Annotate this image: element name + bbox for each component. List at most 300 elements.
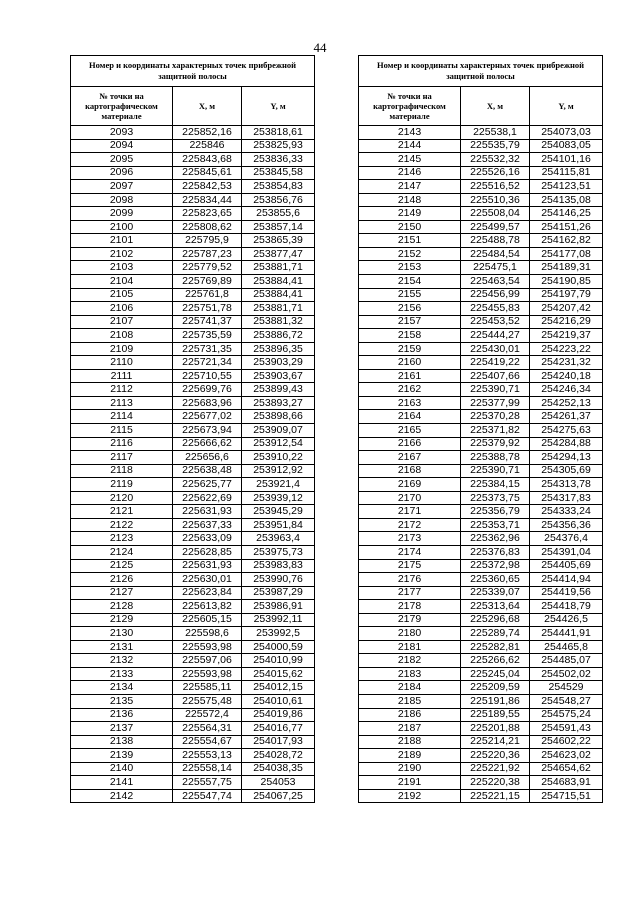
x-coordinate-cell: 225779,52 [173, 261, 242, 275]
y-coordinate-cell: 253836,33 [242, 153, 315, 167]
point-number-cell: 2167 [359, 451, 461, 465]
y-coordinate-cell: 254418,79 [530, 600, 603, 614]
point-number-cell: 2148 [359, 193, 461, 207]
x-coordinate-cell: 225189,55 [461, 708, 530, 722]
table-row [71, 329, 315, 343]
point-number-cell: 2125 [71, 559, 173, 573]
x-coordinate-cell: 225377,99 [461, 396, 530, 410]
point-number-cell: 2141 [71, 776, 173, 790]
table-row [359, 275, 603, 289]
y-coordinate-cell: 253881,32 [242, 315, 315, 329]
x-coordinate-cell: 225710,55 [173, 369, 242, 383]
point-number-cell: 2158 [359, 329, 461, 343]
table-row [71, 694, 315, 708]
point-number-cell: 2123 [71, 532, 173, 546]
y-coordinate-cell: 253881,71 [242, 302, 315, 316]
point-number-cell: 2113 [71, 396, 173, 410]
x-coordinate-cell: 225488,78 [461, 234, 530, 248]
y-coordinate-cell: 254123,51 [530, 180, 603, 194]
y-coordinate-cell: 254038,35 [242, 762, 315, 776]
x-coordinate-cell: 225683,96 [173, 396, 242, 410]
table-row [359, 329, 603, 343]
y-coordinate-cell: 254591,43 [530, 722, 603, 736]
point-number-cell: 2119 [71, 478, 173, 492]
point-number-cell: 2192 [359, 789, 461, 803]
table-row [71, 722, 315, 736]
point-number-cell: 2132 [71, 654, 173, 668]
table-row [359, 207, 603, 221]
table-row [359, 288, 603, 302]
table-row [359, 789, 603, 803]
table-row [71, 220, 315, 234]
point-number-cell: 2160 [359, 356, 461, 370]
y-coordinate-cell: 254053 [242, 776, 315, 790]
table-row [71, 207, 315, 221]
y-coordinate-cell: 254419,56 [530, 586, 603, 600]
point-number-cell: 2176 [359, 573, 461, 587]
point-number-cell: 2171 [359, 505, 461, 519]
point-number-cell: 2191 [359, 776, 461, 790]
table-row [359, 410, 603, 424]
x-coordinate-cell: 225769,89 [173, 275, 242, 289]
point-number-cell: 2103 [71, 261, 173, 275]
x-coordinate-cell: 225593,98 [173, 640, 242, 654]
point-number-cell: 2162 [359, 383, 461, 397]
x-coordinate-cell: 225407,66 [461, 369, 530, 383]
point-number-cell: 2118 [71, 464, 173, 478]
x-coordinate-cell: 225721,34 [173, 356, 242, 370]
y-coordinate-cell: 254017,93 [242, 735, 315, 749]
table-row [71, 491, 315, 505]
y-coordinate-cell: 253877,47 [242, 247, 315, 261]
y-coordinate-cell: 254197,79 [530, 288, 603, 302]
x-coordinate-cell: 225630,01 [173, 573, 242, 587]
y-coordinate-cell: 253983,83 [242, 559, 315, 573]
y-coordinate-cell: 253903,29 [242, 356, 315, 370]
table-body [71, 126, 315, 803]
y-coordinate-cell: 254305,69 [530, 464, 603, 478]
x-coordinate-cell: 225656,6 [173, 451, 242, 465]
table-row [359, 613, 603, 627]
point-number-cell: 2134 [71, 681, 173, 695]
table-row [359, 396, 603, 410]
point-number-cell: 2142 [71, 789, 173, 803]
x-coordinate-cell: 225516,52 [461, 180, 530, 194]
x-coordinate-cell: 225296,68 [461, 613, 530, 627]
y-coordinate-cell: 253854,83 [242, 180, 315, 194]
y-coordinate-cell: 254485,07 [530, 654, 603, 668]
table-row [71, 600, 315, 614]
point-number-cell: 2144 [359, 139, 461, 153]
point-number-cell: 2157 [359, 315, 461, 329]
y-coordinate-cell: 253884,41 [242, 275, 315, 289]
y-coordinate-cell: 254683,91 [530, 776, 603, 790]
table-row [71, 451, 315, 465]
table-row [359, 640, 603, 654]
x-coordinate-cell: 225373,75 [461, 491, 530, 505]
x-coordinate-cell: 225463,54 [461, 275, 530, 289]
table-row [71, 180, 315, 194]
table-row [71, 342, 315, 356]
x-coordinate-cell: 225455,83 [461, 302, 530, 316]
x-coordinate-cell: 225554,67 [173, 735, 242, 749]
point-number-cell: 2122 [71, 518, 173, 532]
point-number-cell: 2185 [359, 694, 461, 708]
y-coordinate-cell: 254010,61 [242, 694, 315, 708]
point-number-cell: 2116 [71, 437, 173, 451]
table-row [359, 126, 603, 140]
y-coordinate-cell: 253884,41 [242, 288, 315, 302]
table-row [71, 667, 315, 681]
y-coordinate-cell: 254028,72 [242, 749, 315, 763]
point-number-cell: 2139 [71, 749, 173, 763]
point-number-cell: 2161 [359, 369, 461, 383]
table-row [71, 369, 315, 383]
x-coordinate-cell: 225430,01 [461, 342, 530, 356]
table-row [359, 166, 603, 180]
point-number-cell: 2109 [71, 342, 173, 356]
point-number-cell: 2107 [71, 315, 173, 329]
point-number-cell: 2098 [71, 193, 173, 207]
table-row [71, 762, 315, 776]
x-coordinate-cell: 225605,15 [173, 613, 242, 627]
table-row [359, 518, 603, 532]
table-row [71, 234, 315, 248]
table-row [71, 586, 315, 600]
x-coordinate-cell: 225266,62 [461, 654, 530, 668]
x-coordinate-cell: 225852,16 [173, 126, 242, 140]
x-coordinate-cell: 225735,59 [173, 329, 242, 343]
point-number-cell: 2187 [359, 722, 461, 736]
point-number-cell: 2179 [359, 613, 461, 627]
table-row [359, 600, 603, 614]
point-number-cell: 2150 [359, 220, 461, 234]
x-coordinate-cell: 225593,98 [173, 667, 242, 681]
x-coordinate-cell: 225538,1 [461, 126, 530, 140]
point-number-cell: 2124 [71, 545, 173, 559]
y-coordinate-cell: 253855,6 [242, 207, 315, 221]
table-row [71, 749, 315, 763]
y-coordinate-cell: 253939,12 [242, 491, 315, 505]
point-number-cell: 2101 [71, 234, 173, 248]
point-number-cell: 2106 [71, 302, 173, 316]
table-row [359, 315, 603, 329]
point-number-cell: 2149 [359, 207, 461, 221]
point-number-cell: 2115 [71, 424, 173, 438]
point-number-cell: 2145 [359, 153, 461, 167]
table-group-header: Номер и координаты характерных точек прибрежной защитной полосы [71, 56, 315, 87]
table-row [359, 681, 603, 695]
y-coordinate-cell: 254356,36 [530, 518, 603, 532]
table-row [71, 153, 315, 167]
table-row [359, 762, 603, 776]
y-coordinate-cell: 254275,63 [530, 424, 603, 438]
x-coordinate-cell: 225575,48 [173, 694, 242, 708]
y-coordinate-cell: 254207,42 [530, 302, 603, 316]
point-number-cell: 2093 [71, 126, 173, 140]
y-coordinate-cell: 254654,62 [530, 762, 603, 776]
table-row [71, 424, 315, 438]
table-row [359, 505, 603, 519]
point-number-cell: 2189 [359, 749, 461, 763]
point-number-cell: 2095 [71, 153, 173, 167]
point-number-cell: 2099 [71, 207, 173, 221]
page-number: 44 [313, 40, 327, 55]
x-coordinate-cell: 225384,15 [461, 478, 530, 492]
table-row [71, 396, 315, 410]
table-row [71, 193, 315, 207]
y-coordinate-cell: 253912,92 [242, 464, 315, 478]
point-number-cell: 2102 [71, 247, 173, 261]
x-coordinate-cell: 225220,38 [461, 776, 530, 790]
y-coordinate-cell: 254391,04 [530, 545, 603, 559]
table-row [359, 464, 603, 478]
x-coordinate-cell: 225699,76 [173, 383, 242, 397]
x-coordinate-cell: 225622,69 [173, 491, 242, 505]
table-row [71, 654, 315, 668]
table-row [71, 532, 315, 546]
x-coordinate-cell: 225526,16 [461, 166, 530, 180]
table-row [71, 464, 315, 478]
y-coordinate-cell: 254115,81 [530, 166, 603, 180]
y-coordinate-cell: 254073,03 [530, 126, 603, 140]
table-row [71, 247, 315, 261]
point-number-cell: 2094 [71, 139, 173, 153]
table-row [359, 437, 603, 451]
point-number-cell: 2128 [71, 600, 173, 614]
table-group-header: Номер и координаты характерных точек прибрежной защитной полосы [359, 56, 603, 87]
table-row [71, 776, 315, 790]
point-number-cell: 2155 [359, 288, 461, 302]
column-header-point-number: № точки на картографическом материале [359, 87, 461, 126]
y-coordinate-cell: 253945,29 [242, 505, 315, 519]
column-header-point-number: № точки на картографическом материале [71, 87, 173, 126]
point-number-cell: 2140 [71, 762, 173, 776]
y-coordinate-cell: 253909,07 [242, 424, 315, 438]
x-coordinate-cell: 225282,81 [461, 640, 530, 654]
table-row [71, 410, 315, 424]
table-row [71, 261, 315, 275]
table-row [359, 180, 603, 194]
point-number-cell: 2126 [71, 573, 173, 587]
y-coordinate-cell: 253963,4 [242, 532, 315, 546]
x-coordinate-cell: 225289,74 [461, 627, 530, 641]
y-coordinate-cell: 254219,37 [530, 329, 603, 343]
y-coordinate-cell: 253992,11 [242, 613, 315, 627]
point-number-cell: 2104 [71, 275, 173, 289]
x-coordinate-cell: 225846 [173, 139, 242, 153]
x-coordinate-cell: 225362,96 [461, 532, 530, 546]
table-row [359, 234, 603, 248]
point-number-cell: 2129 [71, 613, 173, 627]
point-number-cell: 2117 [71, 451, 173, 465]
x-coordinate-cell: 225379,92 [461, 437, 530, 451]
table-row [71, 545, 315, 559]
point-number-cell: 2127 [71, 586, 173, 600]
table-row [359, 532, 603, 546]
x-coordinate-cell: 225214,21 [461, 735, 530, 749]
table-row [359, 776, 603, 790]
table-row [359, 424, 603, 438]
point-number-cell: 2156 [359, 302, 461, 316]
x-coordinate-cell: 225245,04 [461, 667, 530, 681]
y-coordinate-cell: 254190,85 [530, 275, 603, 289]
x-coordinate-cell: 225220,36 [461, 749, 530, 763]
x-coordinate-cell: 225597,06 [173, 654, 242, 668]
x-coordinate-cell: 225761,8 [173, 288, 242, 302]
x-coordinate-cell: 225356,79 [461, 505, 530, 519]
x-coordinate-cell: 225453,52 [461, 315, 530, 329]
y-coordinate-cell: 253986,91 [242, 600, 315, 614]
point-number-cell: 2182 [359, 654, 461, 668]
x-coordinate-cell: 225353,71 [461, 518, 530, 532]
column-header-y: Y, м [242, 87, 315, 126]
table-row [359, 627, 603, 641]
x-coordinate-cell: 225532,32 [461, 153, 530, 167]
x-coordinate-cell: 225823,65 [173, 207, 242, 221]
y-coordinate-cell: 253992,5 [242, 627, 315, 641]
y-coordinate-cell: 253886,72 [242, 329, 315, 343]
point-number-cell: 2135 [71, 694, 173, 708]
y-coordinate-cell: 253899,43 [242, 383, 315, 397]
y-coordinate-cell: 254146,25 [530, 207, 603, 221]
x-coordinate-cell: 225499,57 [461, 220, 530, 234]
table-row [359, 654, 603, 668]
table-row [359, 193, 603, 207]
x-coordinate-cell: 225221,92 [461, 762, 530, 776]
y-coordinate-cell: 254313,78 [530, 478, 603, 492]
x-coordinate-cell: 225628,85 [173, 545, 242, 559]
x-coordinate-cell: 225572,4 [173, 708, 242, 722]
point-number-cell: 2183 [359, 667, 461, 681]
table-row [71, 437, 315, 451]
x-coordinate-cell: 225633,09 [173, 532, 242, 546]
x-coordinate-cell: 225845,61 [173, 166, 242, 180]
x-coordinate-cell: 225371,82 [461, 424, 530, 438]
table-row [71, 356, 315, 370]
y-coordinate-cell: 253951,84 [242, 518, 315, 532]
x-coordinate-cell: 225808,62 [173, 220, 242, 234]
x-coordinate-cell: 225613,82 [173, 600, 242, 614]
y-coordinate-cell: 254223,22 [530, 342, 603, 356]
point-number-cell: 2175 [359, 559, 461, 573]
table-row [359, 491, 603, 505]
point-number-cell: 2138 [71, 735, 173, 749]
x-coordinate-cell: 225390,71 [461, 383, 530, 397]
y-coordinate-cell: 253912,54 [242, 437, 315, 451]
table-row [71, 275, 315, 289]
y-coordinate-cell: 254405,69 [530, 559, 603, 573]
table-row [71, 640, 315, 654]
x-coordinate-cell: 225221,15 [461, 789, 530, 803]
point-number-cell: 2186 [359, 708, 461, 722]
x-coordinate-cell: 225638,48 [173, 464, 242, 478]
table-row [359, 573, 603, 587]
x-coordinate-cell: 225388,78 [461, 451, 530, 465]
point-number-cell: 2110 [71, 356, 173, 370]
table-row [359, 302, 603, 316]
point-number-cell: 2163 [359, 396, 461, 410]
table-body [359, 126, 603, 803]
table-row [71, 708, 315, 722]
point-number-cell: 2154 [359, 275, 461, 289]
y-coordinate-cell: 254216,29 [530, 315, 603, 329]
point-number-cell: 2181 [359, 640, 461, 654]
x-coordinate-cell: 225625,77 [173, 478, 242, 492]
x-coordinate-cell: 225673,94 [173, 424, 242, 438]
x-coordinate-cell: 225390,71 [461, 464, 530, 478]
x-coordinate-cell: 225553,13 [173, 749, 242, 763]
y-coordinate-cell: 254019,86 [242, 708, 315, 722]
y-coordinate-cell: 253825,93 [242, 139, 315, 153]
y-coordinate-cell: 254284,88 [530, 437, 603, 451]
table-row [359, 247, 603, 261]
x-coordinate-cell: 225456,99 [461, 288, 530, 302]
point-number-cell: 2147 [359, 180, 461, 194]
y-coordinate-cell: 254575,24 [530, 708, 603, 722]
point-number-cell: 2097 [71, 180, 173, 194]
point-number-cell: 2137 [71, 722, 173, 736]
table-row [71, 627, 315, 641]
x-coordinate-cell: 225843,68 [173, 153, 242, 167]
table-row [71, 789, 315, 803]
y-coordinate-cell: 254252,13 [530, 396, 603, 410]
point-number-cell: 2172 [359, 518, 461, 532]
x-coordinate-cell: 225741,37 [173, 315, 242, 329]
y-coordinate-cell: 254502,02 [530, 667, 603, 681]
point-number-cell: 2121 [71, 505, 173, 519]
table-row [359, 735, 603, 749]
x-coordinate-cell: 225484,54 [461, 247, 530, 261]
table-row [71, 613, 315, 627]
y-coordinate-cell: 254189,31 [530, 261, 603, 275]
column-header-y: Y, м [530, 87, 603, 126]
x-coordinate-cell: 225191,86 [461, 694, 530, 708]
x-coordinate-cell: 225631,93 [173, 505, 242, 519]
y-coordinate-cell: 253975,73 [242, 545, 315, 559]
point-number-cell: 2173 [359, 532, 461, 546]
table-row [71, 559, 315, 573]
table-row [71, 573, 315, 587]
x-coordinate-cell: 225535,79 [461, 139, 530, 153]
table-row [359, 369, 603, 383]
table-row [71, 288, 315, 302]
y-coordinate-cell: 253893,27 [242, 396, 315, 410]
table-row [359, 153, 603, 167]
y-coordinate-cell: 254151,26 [530, 220, 603, 234]
x-coordinate-cell: 225339,07 [461, 586, 530, 600]
y-coordinate-cell: 254602,22 [530, 735, 603, 749]
y-coordinate-cell: 254317,83 [530, 491, 603, 505]
point-number-cell: 2153 [359, 261, 461, 275]
y-coordinate-cell: 254548,27 [530, 694, 603, 708]
y-coordinate-cell: 254177,08 [530, 247, 603, 261]
y-coordinate-cell: 253818,61 [242, 126, 315, 140]
table-row [359, 667, 603, 681]
table-row [359, 545, 603, 559]
point-number-cell: 2112 [71, 383, 173, 397]
x-coordinate-cell: 225623,84 [173, 586, 242, 600]
y-coordinate-cell: 254294,13 [530, 451, 603, 465]
x-coordinate-cell: 225510,36 [461, 193, 530, 207]
table-row [359, 383, 603, 397]
coordinates-table-right [358, 55, 603, 803]
y-coordinate-cell: 253845,58 [242, 166, 315, 180]
point-number-cell: 2159 [359, 342, 461, 356]
table-row [359, 342, 603, 356]
x-coordinate-cell: 225508,04 [461, 207, 530, 221]
y-coordinate-cell: 254414,94 [530, 573, 603, 587]
